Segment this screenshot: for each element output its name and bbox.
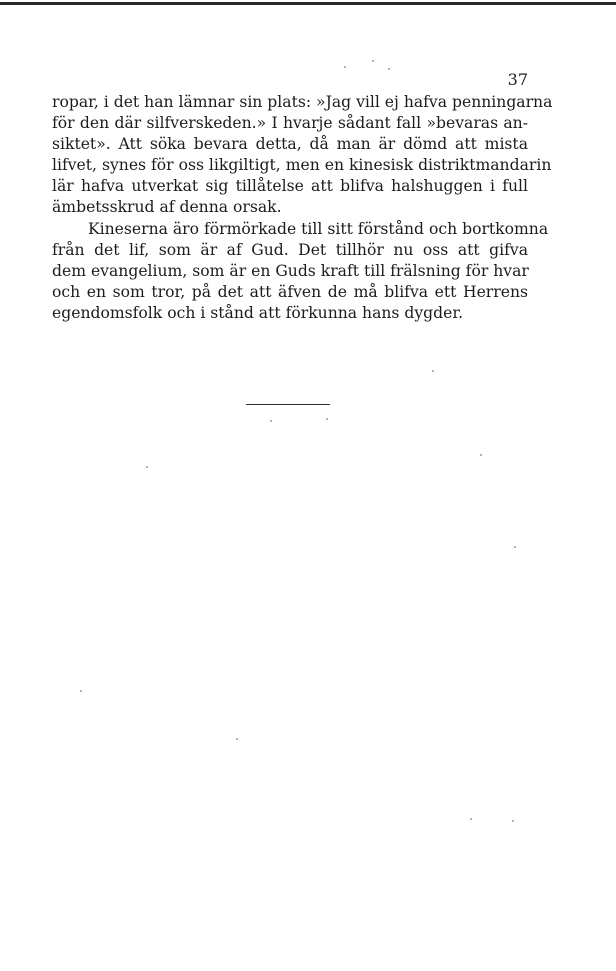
section-end-rule [246, 404, 330, 405]
text-line: lifvet, synes för oss likgiltigt, men en kinesisk distriktmandarin [52, 156, 552, 175]
paper-speck [388, 68, 390, 70]
paper-speck [514, 546, 516, 548]
text-line: lär hafva utverkat sig tillåtelse att blifva halshuggen i full [52, 177, 528, 196]
page-number: 37 [507, 70, 528, 89]
text-line: från det lif, som är af Gud. Det tillhör nu oss att gifva [52, 240, 528, 259]
paper-speck [80, 690, 82, 692]
text-line: för den där silfverskeden.» I hvarje sådant fall »bevaras an- [52, 114, 528, 133]
paper-speck [470, 818, 472, 820]
paragraph-2 [52, 219, 549, 324]
text-line: ropar, i det han lämnar sin plats: »Jag vill ej hafva penningarna [52, 93, 553, 111]
paper-speck [270, 420, 272, 422]
paper-speck [326, 418, 328, 420]
text-line: Kineserna äro förmörkade till sitt förstånd och bortkomna [88, 219, 549, 238]
paper-speck [146, 466, 148, 468]
text-line: ämbetsskrud af denna orsak. [52, 198, 282, 217]
paper-speck [236, 738, 238, 740]
text-line: siktet». Att söka bevara detta, då man är dömd att mista [52, 135, 528, 154]
body-text [52, 92, 553, 324]
top-border-rule [0, 2, 616, 5]
paper-speck [372, 60, 374, 62]
text-line: och en som tror, på det att äfven de må blifva ett Herrens [52, 282, 528, 301]
paragraph-1 [52, 92, 553, 219]
paper-speck [480, 454, 482, 456]
paper-speck [512, 820, 514, 822]
text-line: egendomsfolk och i stånd att förkunna hans dygder. [52, 303, 464, 322]
paper-speck [344, 66, 346, 68]
text-line: dem evangelium, som är en Guds kraft till frälsning för hvar [52, 261, 529, 280]
paper-speck [432, 370, 434, 372]
